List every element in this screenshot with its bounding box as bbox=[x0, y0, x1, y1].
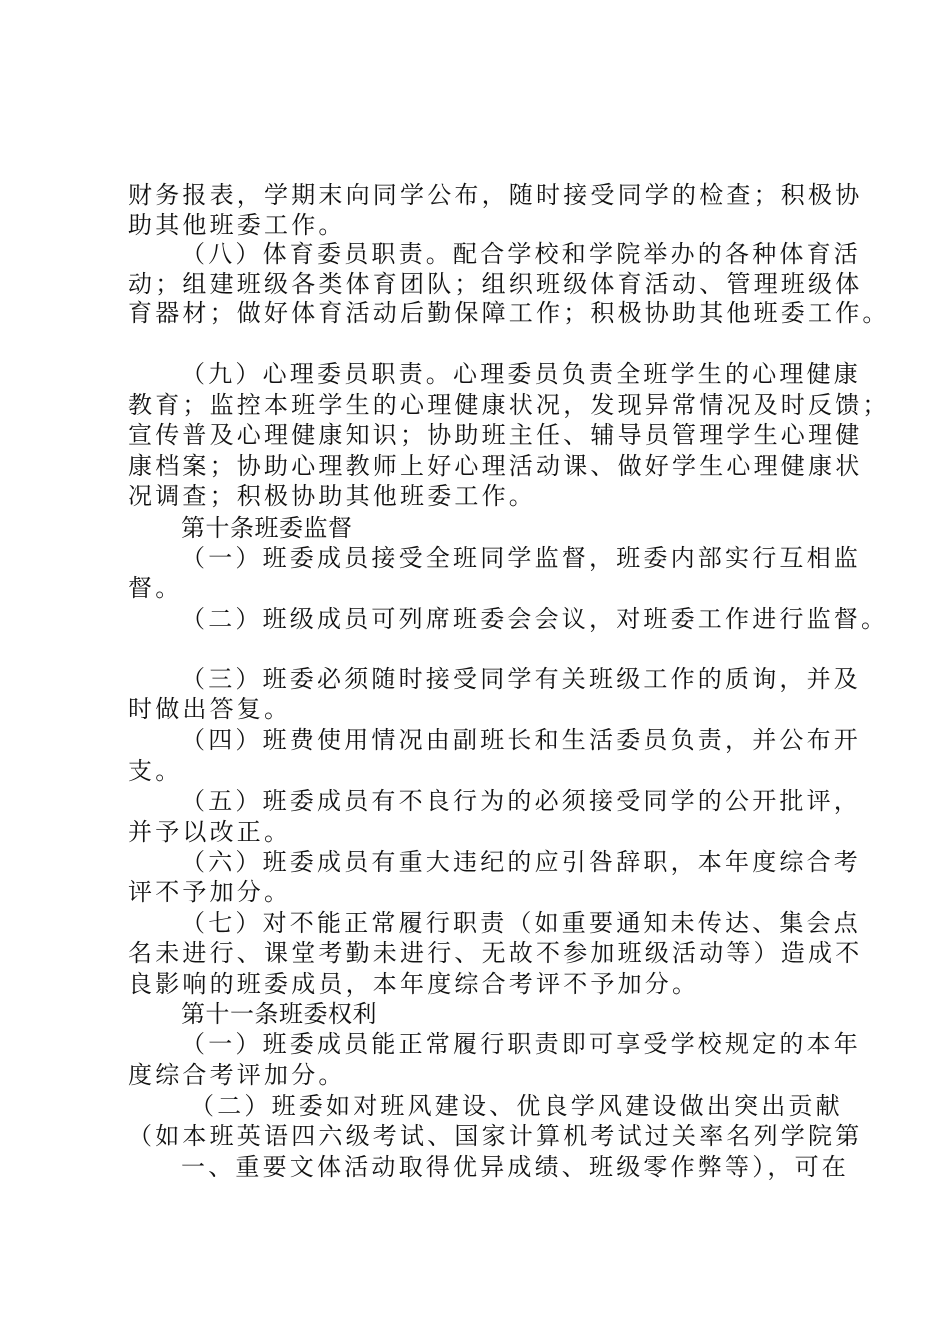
text-line: 度综合考评加分。 bbox=[128, 1061, 346, 1089]
article-heading-supervision: 第十条班委监督 bbox=[181, 514, 353, 542]
text-line: 时做出答复。 bbox=[128, 695, 292, 723]
text-line: 一、重要文体活动取得优异成绩、班级零作弊等），可在 bbox=[181, 1153, 849, 1181]
text-line: 财务报表，学期末向同学公布，随时接受同学的检查；积极协 bbox=[128, 181, 863, 209]
text-line: 良影响的班委成员，本年度综合考评不予加分。 bbox=[128, 970, 700, 998]
clause-item: （二）班级成员可列席班委会会议，对班委工作进行监督。 bbox=[181, 605, 889, 633]
clause-item: （六）班委成员有重大违纪的应引咎辞职，本年度综合考 bbox=[181, 848, 861, 876]
text-line: 康档案；协助心理教师上好心理活动课、做好学生心理健康状 bbox=[128, 452, 863, 480]
text-line: 评不予加分。 bbox=[128, 878, 292, 906]
text-line: 育器材；做好体育活动后勤保障工作；积极协助其他班委工作。 bbox=[128, 299, 890, 327]
clause-item: （七）对不能正常履行职责（如重要通知未传达、集会点 bbox=[181, 909, 861, 937]
clause-item: （二）班委如对班风建设、优良学风建设做出突出贡献 bbox=[190, 1092, 843, 1120]
paragraph-sports-committee: （八）体育委员职责。配合学校和学院举办的各种体育活 bbox=[181, 240, 861, 268]
article-heading-rights: 第十一条班委权利 bbox=[181, 1000, 377, 1028]
text-line: 并予以改正。 bbox=[128, 818, 292, 846]
text-line: 动；组建班级各类体育团队；组织班级体育活动、管理班级体 bbox=[128, 270, 863, 298]
text-line: 宣传普及心理健康知识；协助班主任、辅导员管理学生心理健 bbox=[128, 421, 863, 449]
text-line: 督。 bbox=[128, 574, 183, 602]
text-line: 况调查；积极协助其他班委工作。 bbox=[128, 482, 536, 510]
clause-item: （四）班费使用情况由副班长和生活委员负责，并公布开 bbox=[181, 726, 861, 754]
clause-item: （五）班委成员有不良行为的必须接受同学的公开批评， bbox=[181, 787, 861, 815]
clause-item: （三）班委必须随时接受同学有关班级工作的质询，并及 bbox=[181, 665, 861, 693]
text-line: 支。 bbox=[128, 757, 183, 785]
paragraph-psychology-committee: （九）心理委员职责。心理委员负责全班学生的心理健康 bbox=[181, 360, 861, 388]
text-line: （如本班英语四六级考试、国家计算机考试过关率名列学院第 bbox=[128, 1122, 863, 1150]
clause-item: （一）班委成员能正常履行职责即可享受学校规定的本年 bbox=[181, 1030, 861, 1058]
text-line: 名未进行、课堂考勤未进行、无故不参加班级活动等）造成不 bbox=[128, 939, 863, 967]
text-line: 教育；监控本班学生的心理健康状况，发现异常情况及时反馈； bbox=[128, 391, 890, 419]
clause-item: （一）班委成员接受全班同学监督，班委内部实行互相监 bbox=[181, 544, 861, 572]
text-line: 助其他班委工作。 bbox=[128, 211, 346, 239]
